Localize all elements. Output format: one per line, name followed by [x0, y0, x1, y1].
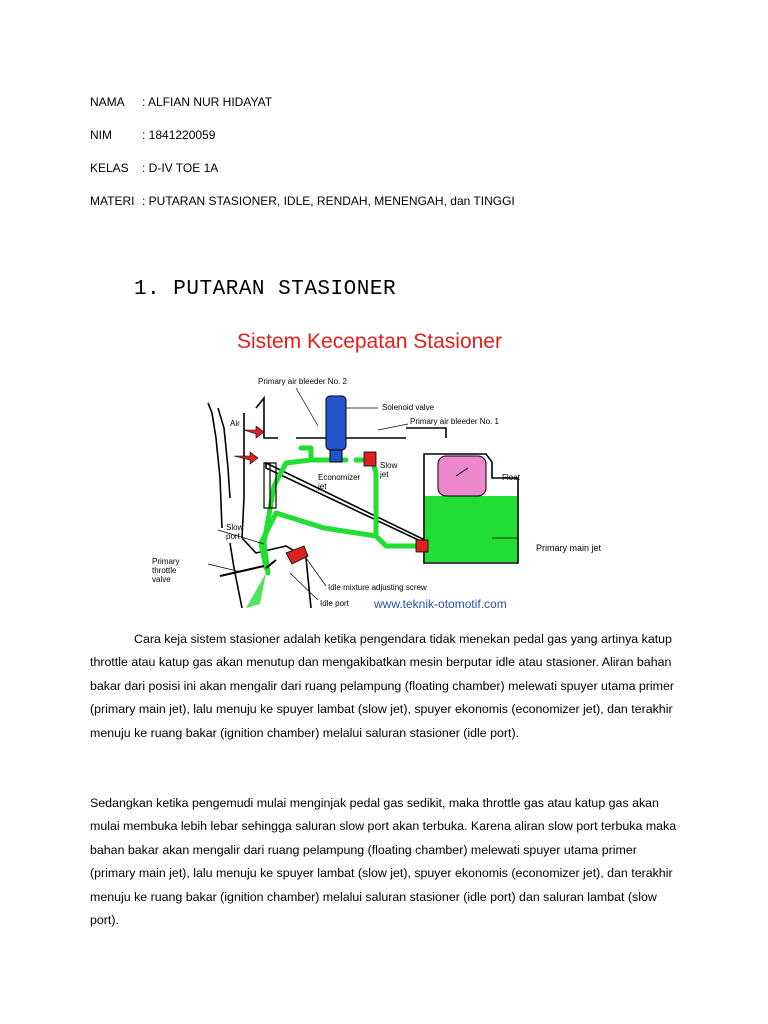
label-primary-throttle: Primary — [152, 557, 180, 566]
info-value: : D-IV TOE 1A — [142, 161, 219, 175]
label-slow-jet: Slow — [380, 461, 398, 470]
info-row-kelas — [90, 161, 218, 175]
label-primary-air-bleeder-1: Primary air bleeder No. 1 — [410, 417, 499, 426]
section-heading: 1. PUTARAN STASIONER — [134, 278, 397, 301]
label-slow-jet-2: jet — [380, 470, 389, 479]
label-slow-port: Slow — [226, 523, 244, 532]
solenoid-valve — [326, 396, 346, 462]
figure-watermark: www.teknik-otomotif.com — [374, 597, 507, 611]
float-chamber — [424, 454, 518, 563]
info-label: NIM — [90, 128, 112, 142]
figure-title: Sistem Kecepatan Stasioner — [237, 330, 502, 353]
fuel-passage — [261, 448, 424, 573]
label-idle-mixture-screw: Idle mixture adjusting screw — [328, 583, 427, 592]
label-solenoid-valve: Solenoid valve — [382, 403, 435, 412]
info-row-nim — [90, 128, 215, 142]
label-primary-main-jet: Primary main jet — [536, 543, 602, 553]
info-row-nama — [90, 95, 272, 109]
paragraph-2: Sedangkan ketika pengemudi mulai menginjak pedal gas sedikit, maka throttle gas atau katup gas akan mulai membuka lebih lebar sehingga saluran slow port akan terbuka. Karena aliran slow port terbuka maka bahan bakar akan mengalir dari ruang pelampung (floating chamber) melewati spuyer utama primer (primary main jet), lalu menuju ke spuyer lambat (slow jet), spuyer ekonomis (economizer jet), dan terakhir menuju ke ruang bakar (ignition chamber) melalui saluran stasioner (idle port) dan saluran lambat (slow port). — [90, 796, 677, 928]
info-value: : PUTARAN STASIONER, IDLE, RENDAH, MENENGAH, dan TINGGI — [142, 194, 515, 208]
info-value: : 1841220059 — [142, 128, 216, 142]
label-economizer: Economizer — [318, 473, 361, 482]
label-primary-throttle-2: throttle — [152, 566, 177, 575]
label-idle-port: Idle port — [320, 599, 349, 608]
info-row-materi — [90, 194, 515, 208]
label-float: Float — [502, 473, 520, 482]
info-label: NAMA — [90, 95, 125, 109]
info-label: MATERI — [90, 194, 135, 208]
info-value: : ALFIAN NUR HIDAYAT — [142, 95, 273, 109]
info-label: KELAS — [90, 161, 129, 175]
label-primary-throttle-3: valve — [152, 575, 171, 584]
label-slow-port-2: port — [226, 532, 240, 541]
carburetor-diagram — [146, 368, 602, 618]
label-economizer-2: jet — [318, 482, 327, 491]
label-air: Air — [230, 419, 240, 428]
label-primary-air-bleeder-2: Primary air bleeder No. 2 — [258, 377, 347, 386]
paragraph-1: Cara keja sistem stasioner adalah ketika pengendara tidak menekan pedal gas yang artinya katup throttle atau katup gas akan menutup dan mengakibatkan mesin berputar idle atau stasioner. Aliran bahan bakar dari posisi ini akan mengalir dari ruang pelampung (floating chamber) melewati spuyer utama primer (primary main jet), lalu menuju ke spuyer lambat (slow jet), spuyer ekonomis (economizer jet), dan terakhir menuju ke ruang bakar (ignition chamber) melalui saluran stasioner (idle port). — [90, 632, 675, 740]
air-arrow — [234, 426, 264, 464]
